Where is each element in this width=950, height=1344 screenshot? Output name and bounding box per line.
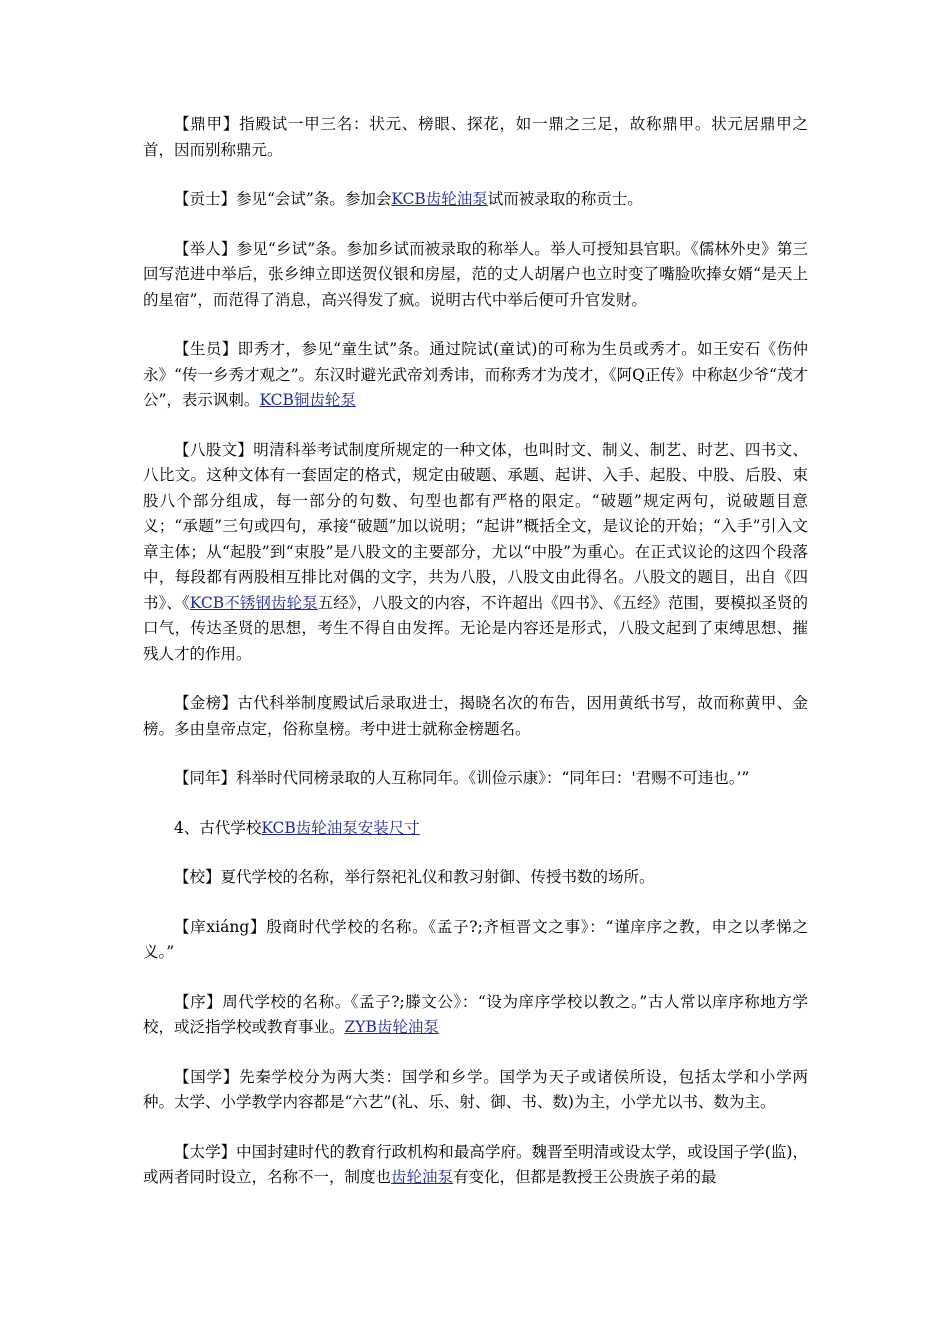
paragraph-text: 【序】周代学校的名称。《孟子?;滕文公》：“设为庠序学校以教之。”古人常以庠序称地方学校，或泛指学校或教育事业。	[143, 992, 808, 1036]
paragraph-text: 【鼎甲】指殿试一甲三名：状元、榜眼、探花，如一鼎之三足，故称鼎甲。状元居鼎甲之首，因而别称鼎元。	[143, 115, 808, 159]
paragraph-text: 五经》，八股文的内容，不许超出《四书》、《五经》范围，要模拟圣贤的口气，传达圣贤的思想，考生不得自由发挥。无论是内容还是形式，八股文起到了束缚思想、摧残人才的作用。	[143, 593, 808, 663]
inline-link[interactable]: ZYB齿轮油泵	[344, 1018, 439, 1036]
paragraph-text: 有变化，但都是教授王公贵族子弟的最	[453, 1168, 717, 1186]
paragraph-text: 【举人】参见“乡试”条。参加乡试而被录取的称举人。举人可授知县官职。《儒林外史》第三回写范进中举后，张乡绅立即送贺仪银和房屋，范的丈人胡屠户也立时变了嘴脸吹捧女婿“是天上的星宿”，而范得了消息，高兴得发了疯。说明古代中举后便可升官发财。	[143, 239, 808, 309]
paragraph-text: 【生员】即秀才，参见“童生试”条。通过院试(童试)的可称为生员或秀才。如王安石《伤仲永》“传一乡秀才观之”。东汉时避光武帝刘秀讳，而称秀才为茂才，《阿Q正传》中称赵少爷“茂才公”，表示讽刺。	[143, 340, 808, 409]
paragraph-juren	[143, 237, 808, 314]
paragraph-text: 4、古代学校	[174, 818, 262, 837]
paragraph-text: 【八股文】明清科举考试制度所规定的一种文体，也叫时文、制义、制艺、时艺、四书文、八比文。这种文体有一套固定的格式，规定由破题、承题、起讲、入手、起股、中股、后股、束股八个部分组成，每一部分的句数、句型也都有严格的限定。“破题”规定两句，说破题目意义；“承题”三句或四句，承接“破题”加以说明；“起讲”概括全文，是议论的开始；“入手”引入文章主体；从“起股”到“束股”是八股文的主要部分，尤以“中股”为重心。在正式议论的这四个段落中，每段都有两股相互排比对偶的文字，共为八股，八股文由此得名。八股文的题目，出自《四书》、《	[143, 440, 808, 612]
paragraph-section4	[143, 816, 808, 842]
inline-link[interactable]: KCB齿轮油泵	[391, 190, 488, 208]
paragraph-gongshi	[143, 187, 808, 213]
paragraph-text: 【贡士】参见“会试”条。参加会	[174, 190, 392, 208]
paragraph-text: 【国学】先秦学校分为两大类：国学和乡学。国学为天子或诸侯所设，包括太学和小学两种。太学、小学教学内容都是“六艺”(礼、乐、射、御、书、数)为主，小学尤以书、数为主。	[143, 1067, 808, 1111]
paragraph-dingjia	[143, 112, 808, 163]
paragraph-xiang	[143, 915, 808, 966]
paragraph-jinbang	[143, 691, 808, 742]
paragraph-text: 试而被录取的称贡士。	[487, 190, 643, 208]
inline-link[interactable]: KCB齿轮油泵安装尺寸	[261, 818, 420, 837]
paragraph-tongnian	[143, 766, 808, 792]
paragraph-taixue	[143, 1140, 808, 1191]
paragraph-shengyuan	[143, 337, 808, 414]
paragraph-guoxue	[143, 1065, 808, 1116]
document-page	[143, 112, 808, 1215]
paragraph-text: 【同年】科举时代同榜录取的人互称同年。《训俭示康》：“同年曰：'君赐不可违也。’”	[174, 769, 750, 787]
paragraph-text: 【金榜】古代科举制度殿试后录取进士，揭晓名次的布告，因用黄纸书写，故而称黄甲、金榜。多由皇帝点定，俗称皇榜。考中进士就称金榜题名。	[143, 694, 808, 738]
paragraph-baguwen	[143, 438, 808, 668]
paragraph-xiao	[143, 865, 808, 891]
paragraph-xu	[143, 990, 808, 1041]
paragraph-text: 【庠xiáng】殷商时代学校的名称。《孟子?;齐桓晋文之事》：“谨庠序之教，申之以孝悌之义。”	[143, 917, 808, 961]
inline-link[interactable]: KCB铜齿轮泵	[259, 391, 356, 409]
paragraph-text: 【太学】中国封建时代的教育行政机构和最高学府。魏晋至明清或设太学，或设国子学(监)，或两者同时设立，名称不一，制度也	[143, 1142, 808, 1186]
inline-link[interactable]: KCB不锈钢齿轮泵	[189, 593, 318, 612]
inline-link[interactable]: 齿轮油泵	[391, 1168, 454, 1186]
paragraph-text: 【校】夏代学校的名称，举行祭祀礼仪和教习射御、传授书数的场所。	[174, 868, 655, 886]
